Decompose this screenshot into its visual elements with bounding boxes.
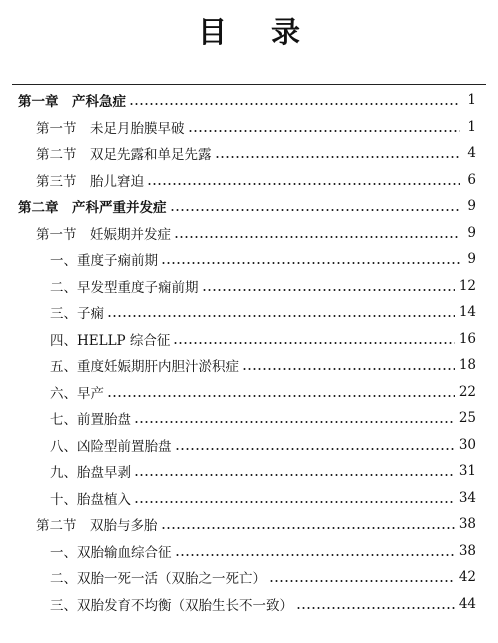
toc-page-number: 14: [458, 304, 476, 320]
toc-entry-label: 九、胎盘早剥: [50, 465, 131, 481]
leader-dots: [269, 570, 455, 584]
title-char-2: 录: [271, 15, 301, 49]
toc-section[interactable]: [36, 115, 476, 139]
leader-dots: [175, 438, 455, 452]
toc-entry-label: 第二章 产科严重并发症: [18, 200, 167, 216]
leader-dots: [174, 226, 460, 240]
toc-entry-label: 第一章 产科急症: [18, 94, 126, 110]
toc-page-number: 31: [458, 463, 476, 479]
toc-entry-label: 一、双胎输血综合征: [50, 544, 172, 561]
toc-item[interactable]: [50, 247, 476, 271]
leader-dots: [296, 597, 455, 611]
toc-section[interactable]: [36, 141, 476, 165]
toc-page-number: 12: [458, 277, 476, 294]
toc-section[interactable]: [36, 512, 476, 536]
toc-entry-label: 八、凶险型前置胎盘: [50, 438, 172, 455]
leader-dots: [134, 464, 455, 478]
toc-page-number: 6: [467, 171, 476, 188]
toc-entry-label: 第二节 双胎与多胎: [36, 518, 158, 534]
toc-entry-label: 五、重度妊娠期肝内胆汁淤积症: [50, 359, 239, 375]
toc-item[interactable]: [50, 353, 476, 377]
toc-chapter-2[interactable]: [18, 194, 476, 218]
leader-dots: [107, 385, 455, 399]
leader-dots: [242, 358, 455, 372]
leader-dots: [173, 332, 454, 346]
toc-page-number: 18: [458, 357, 476, 373]
toc-page-number: 34: [458, 489, 476, 506]
leader-dots: [202, 279, 455, 293]
leader-dots: [215, 146, 461, 160]
toc-item[interactable]: [50, 592, 476, 616]
toc-page-number: 1: [467, 118, 476, 135]
toc-page-number: 9: [467, 251, 476, 267]
leader-dots: [107, 305, 455, 319]
title-divider: [12, 84, 486, 85]
leader-dots: [134, 411, 455, 425]
toc-item[interactable]: [50, 459, 476, 483]
toc-item[interactable]: [50, 380, 476, 404]
toc-item[interactable]: [50, 486, 476, 510]
leader-dots: [147, 173, 460, 187]
leader-dots: [161, 252, 460, 266]
toc-chapter-1[interactable]: [18, 88, 476, 112]
toc-page-number: 44: [458, 595, 476, 612]
toc-page-number: 38: [458, 516, 476, 532]
toc-entry-label: 七、前置胎盘: [50, 412, 131, 428]
leader-dots: [134, 491, 455, 505]
toc-entry-label: 第二节 双足先露和单足先露: [36, 147, 212, 163]
toc-item[interactable]: [50, 274, 476, 298]
toc-entry-label: 一、重度子痫前期: [50, 253, 158, 269]
toc-page-number: 38: [458, 542, 476, 559]
toc-page-number: 16: [458, 330, 476, 347]
toc-page-number: 4: [467, 145, 476, 161]
toc-page-number: 9: [467, 198, 476, 214]
toc-entry-label: 四、HELLP 综合征: [50, 332, 171, 349]
toc-section[interactable]: [36, 221, 476, 245]
toc-entry-label: 十、胎盘植入: [50, 491, 131, 508]
leader-dots: [170, 199, 461, 213]
toc-page-number: 30: [458, 436, 476, 453]
toc-item[interactable]: [50, 565, 476, 589]
toc-entry-label: 第三节 胎儿窘迫: [36, 173, 144, 190]
toc-item[interactable]: [50, 433, 476, 457]
toc-section[interactable]: [36, 168, 476, 192]
toc-entry-label: 二、双胎一死一活（双胎之一死亡）: [50, 571, 266, 587]
leader-dots: [129, 93, 460, 107]
toc-entry-label: 三、子痫: [50, 306, 104, 322]
toc-entry-label: 第一节 未足月胎膜早破: [36, 120, 185, 137]
toc-item[interactable]: [50, 327, 476, 351]
page-title: [0, 10, 498, 51]
toc-entry-label: 第一节 妊娠期并发症: [36, 226, 171, 243]
leader-dots: [175, 544, 455, 558]
toc-page-number: 25: [458, 410, 476, 426]
toc-item[interactable]: [50, 300, 476, 324]
title-char-1: 目: [197, 15, 227, 49]
toc-page-number: 9: [467, 224, 476, 241]
toc-entry-label: 二、早发型重度子痫前期: [50, 279, 199, 296]
toc-page-number: 1: [467, 92, 476, 108]
toc-item[interactable]: [50, 539, 476, 563]
toc-entry-label: 三、双胎发育不均衡（双胎生长不一致）: [50, 597, 293, 614]
toc-entry-label: 六、早产: [50, 385, 104, 402]
leader-dots: [161, 517, 455, 531]
leader-dots: [188, 120, 461, 134]
toc-page-number: 22: [458, 383, 476, 400]
toc-item[interactable]: [50, 406, 476, 430]
toc-page-number: 42: [458, 569, 476, 585]
